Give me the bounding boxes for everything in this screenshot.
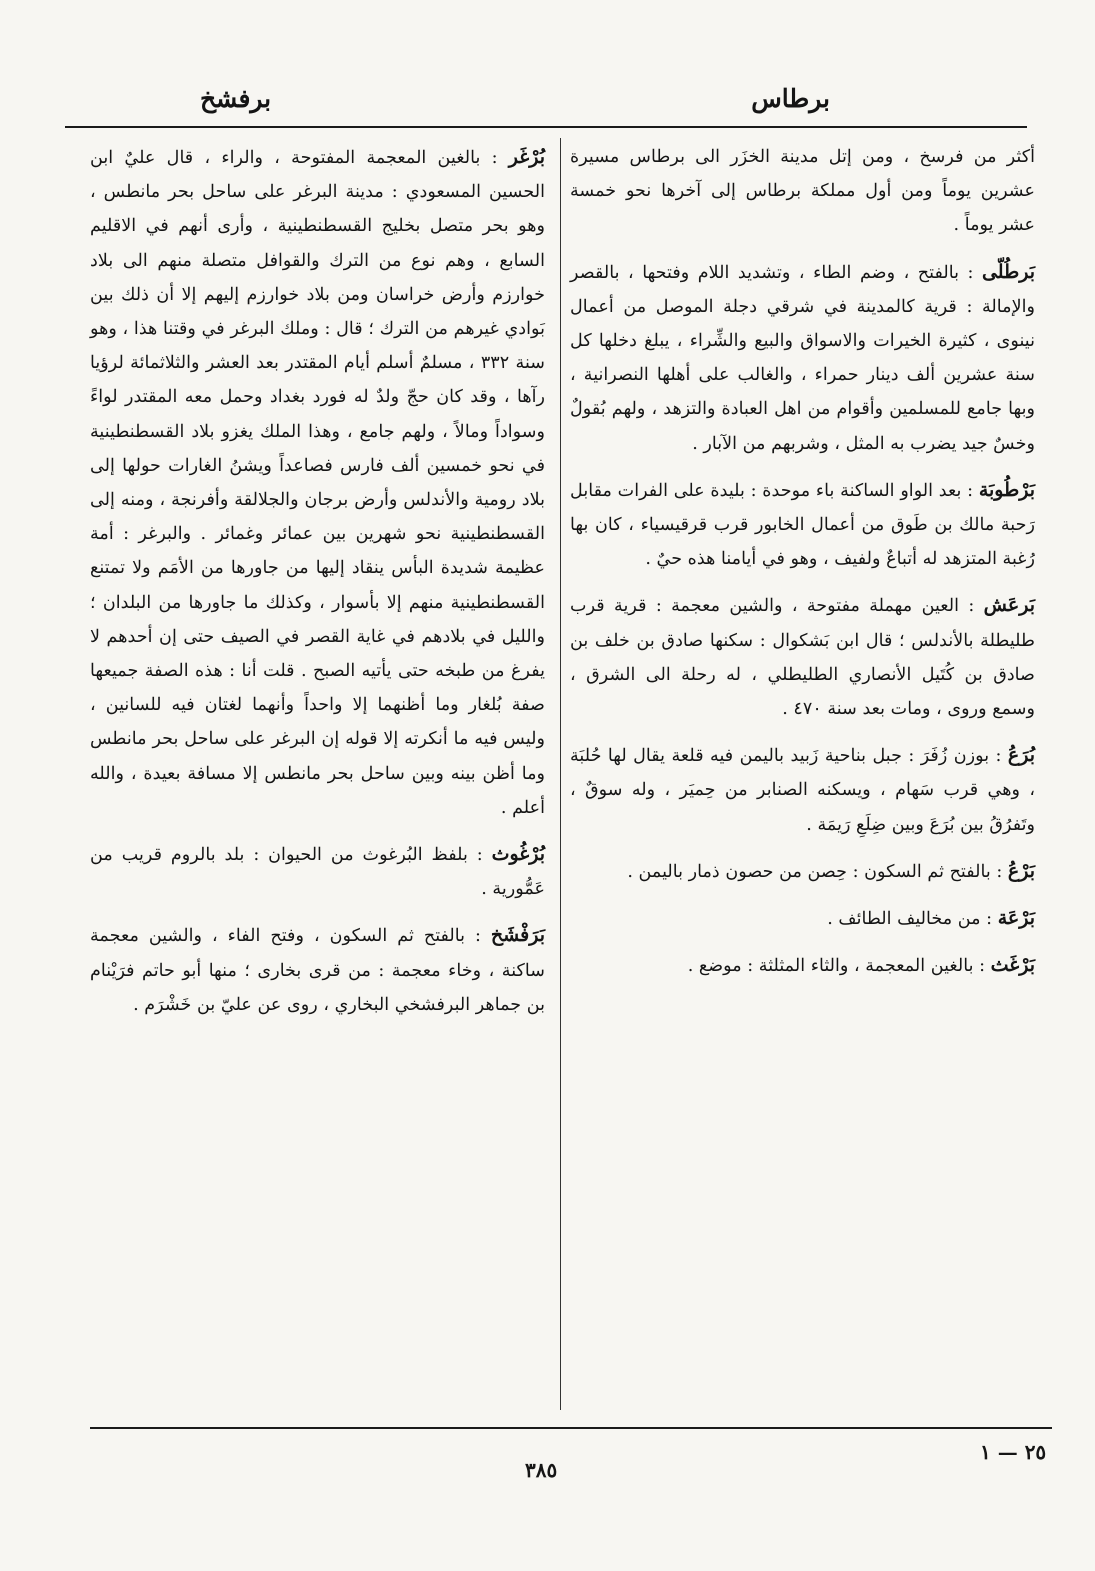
dictionary-entry <box>570 588 1035 726</box>
entry-headword: بَرعَش <box>983 594 1035 617</box>
dictionary-entry <box>570 901 1035 936</box>
entry-text: : بالفتح ثم السكون ، وفتح الفاء ، والشين معجمة ساكنة ، وخاء معجمة : من قرى بخارى ؛ منها أبو حاتم فرَيْنام بن جماهر البرفشخي البخاري ، روى عن عليّ بن خَشْرَم . <box>90 926 545 1015</box>
top-rule <box>65 126 1027 128</box>
entry-text: : بالفتح ، وضم الطاء ، وتشديد اللام وفتحها ، بالقصر والإمالة : قرية كالمدينة في شرقي دجلة الموصل من أعمال نينوى ، كثيرة الخيرات والاسواق والبيع والشِّراء ، يبلغ دخلها كل سنة عشرين ألف دينار حمراء ، والغالب على أهلها النصرانية ، وبها جامع للمسلمين وأقوام من اهل العبادة والتزهد ، ولهم بُقولٌ وخسٌ جيد يضرب به المثل ، وشربهم من الآبار . <box>570 262 1035 454</box>
entry-text: : بالغين المعجمة المفتوحة ، والراء ، قال عليٌ ابن الحسين المسعودي : مدينة البرغر على ساحل بحر مانطس ، وهو بحر متصل بخليج القسطنطينية ، وأرى أنهم في الاقليم السابع ، وهم نوع من الترك والقوافل متصلة منهم الى بلاد خوارزم وأرض خراسان ومن بلاد خوارزم إليهم إلا أن ذلك بين بَوادي غيرهم من الترك ؛ قال : وملك البرغر في وقتنا هذا ، وهو سنة ٣٣٢ ، مسلمٌ أسلم أيام المقتدر بعد العشر والثلاثمائة لرؤيا رآها ، وقد كان حجّ ولدٌ له فورد بغداد وحمل معه المقتدر لواءً وسواداً ومالاً ، ولهم جامع ، وهذا الملك يغزو بلاد القسطنطينية في نحو خمسين ألف فارس فصاعداً ويشنُ الغارات حولها إلى بلاد رومية والأندلس وأرض برجان والجلالقة وأفرنجة ، ومنه إلى القسطنطينية نحو شهرين بين عمائر وغمائر . والبرغر : أمة عظيمة شديدة البأس ينقاد إليها من جاورها من الأمَم ولا تمتنع القسطنطينية منهم إلا بأسوار ، وكذلك ما جاورها من البلدان ؛ والليل في بلادهم في غاية القصر في الصيف حتى إن أحدهم لا يفرغ من طبخه حتى يأتيه الصبح . قلت أنا : هذه الصفة جميعها صفة بُلغار وما أظنهما إلا واحداً وأنهما لغتان فيه للسانين ، وليس فيه ما أنكرته إلا قوله إن البرغر على ساحل بحر مانطس وما أظن بينه وبين ساحل بحر مانطس إلا مسافة بعيدة ، والله أعلم . <box>90 148 545 818</box>
bottom-rule <box>90 1427 1052 1429</box>
entry-text: : بالفتح ثم السكون : حِصن من حصون ذمار باليمن . <box>627 861 1008 882</box>
entry-text: : بوزن زُفَرَ : جبل بناحية زَبيد باليمن فيه قلعة يقال لها حُلبَة ، وهي قرب سَهام ، ويسكنه الصنابر من حِميَر ، وله سوقٌ ، وتَفرُقُ بين بُرَعَ وبين ضِلَعِ رَيمَة . <box>570 746 1035 835</box>
entry-headword: بَرْعُ <box>1007 859 1035 882</box>
dictionary-entry <box>90 140 545 825</box>
dictionary-entry <box>570 255 1035 461</box>
entry-headword: بُرْغَر <box>508 146 545 168</box>
entry-headword: بُرَعُ <box>1007 744 1035 767</box>
entry-headword: بَرطُلّى <box>981 260 1035 283</box>
column-divider <box>560 138 561 1410</box>
right-column <box>570 140 1035 995</box>
entry-text: : بعد الواو الساكنة باء موحدة : بليدة على الفرات مقابل رَحبة مالك بن طَوق من أعمال الخابور قرب قرقيسياء ، كان بها رُغبة المتزهد له أتباعٌ ولفيف ، وهو في أيامنا هذه حيٌ . <box>570 480 1035 570</box>
running-head-left: برفشخ <box>200 84 272 113</box>
running-head-right: برطاس <box>751 84 830 113</box>
entry-headword: بَرَفْشَخ <box>490 924 545 947</box>
entry-text: : بالغين المعجمة ، والثاء المثلثة : موضع . <box>687 956 991 977</box>
dictionary-entry <box>570 738 1035 842</box>
entry-text: أكثر من فرسخ ، ومن إتل مدينة الخزَر الى برطاس مسيرة عشرين يوماً ومن أول مملكة برطاس إلى آخرها نحو خمسة عشر يوماً . <box>570 147 1035 236</box>
dictionary-entry <box>90 918 545 1022</box>
entry-headword: بَرْغَث <box>990 954 1035 977</box>
dictionary-entry <box>570 140 1035 243</box>
dictionary-entry <box>570 473 1035 577</box>
signature-mark: ٢٥ — ١ <box>980 1440 1047 1464</box>
dictionary-entry <box>570 854 1035 889</box>
page-number: ٣٨٥ <box>525 1458 558 1482</box>
left-column <box>90 140 545 1034</box>
entry-headword: بَرْطُوبَة <box>978 478 1035 501</box>
dictionary-entry <box>570 948 1035 983</box>
entry-text: : من مخاليف الطائف . <box>827 909 998 930</box>
entry-headword: بُرْغُوث <box>491 843 545 866</box>
entry-text: : العين مهملة مفتوحة ، والشين معجمة : قرية قرب طليطلة بالأندلس ؛ قال ابن بَشكوال : سكنها صادق بن خلف بن صادق بن كُتَيل الأنصاري الطليطلي ، له رحلة الى الشرق ، وسمع وروى ، ومات بعد سنة ٤٧٠ . <box>570 596 1035 720</box>
entry-headword: بَرْعَة <box>997 907 1035 930</box>
entry-text: : بلفظ البُرغوث من الحيوان : بلد بالروم قريب من عَمُّورية . <box>90 845 545 900</box>
dictionary-entry <box>90 837 545 906</box>
